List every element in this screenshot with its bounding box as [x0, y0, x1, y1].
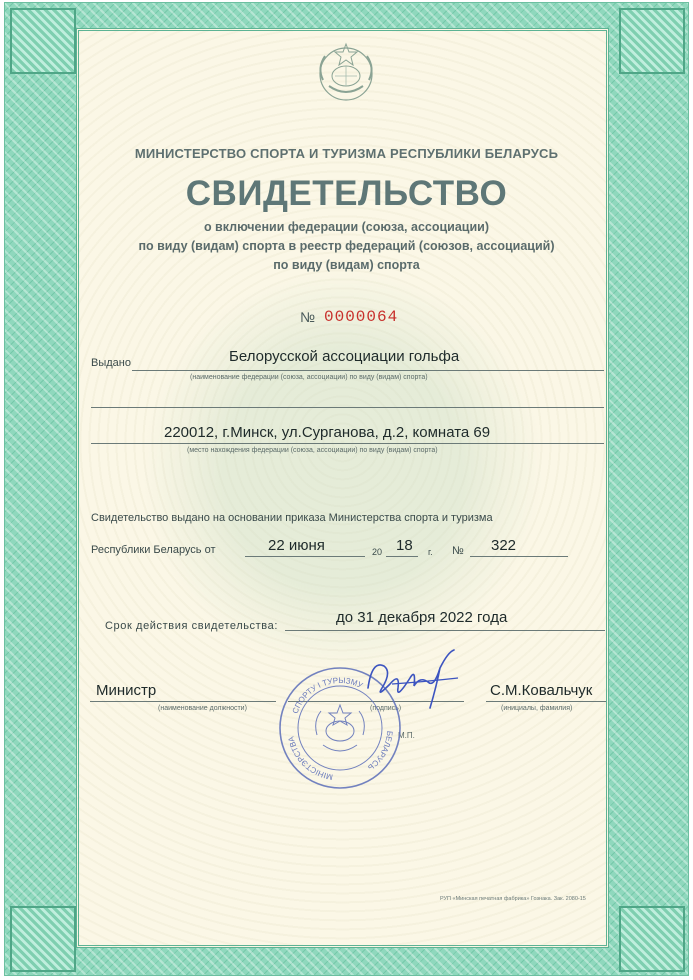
stamp-text-top: СПОРТУ І ТУРЫЗМУ: [290, 675, 365, 715]
subtitle-line-3: по виду (видам) спорта: [273, 258, 420, 272]
corner-ornament-top-left: [10, 8, 76, 74]
validity-line: [285, 630, 605, 631]
position-line: [90, 701, 276, 702]
order-number-line: [470, 556, 568, 557]
basis-line-1: Свидетельство выдано на основании приказа Министерства спорта и туризма: [91, 512, 493, 524]
blank-line: [91, 407, 604, 408]
order-date-line: [245, 556, 365, 557]
order-number-sign: №: [452, 545, 464, 557]
printer-note: РУП «Минская печатная фабрика» Гознака. Зак. 2080-15: [440, 896, 586, 902]
corner-ornament-bottom-right: [619, 906, 685, 972]
year-prefix: 20: [372, 547, 383, 557]
coat-of-arms-icon: [311, 40, 381, 104]
name-line: [486, 701, 606, 702]
handwritten-signature: [362, 648, 472, 712]
position-value: Министр: [96, 682, 157, 699]
stamp-emblem-icon: [316, 705, 365, 751]
corner-ornament-bottom-left: [10, 906, 76, 972]
address-value: 220012, г.Минск, ул.Сурганова, д.2, комната 69: [164, 424, 491, 441]
issued-to-value: Белорусской ассоциации гольфа: [229, 348, 460, 365]
basis-line-2-label: Республики Беларусь от: [91, 544, 216, 556]
address-line: [91, 443, 604, 444]
year-suffix: г.: [428, 547, 433, 557]
name-caption: (инициалы, фамилия): [501, 705, 573, 712]
order-number: 322: [491, 537, 517, 554]
certificate-number-sign: №: [300, 309, 316, 325]
address-caption: (место нахождения федерации (союза, ассоциации) по виду (видам) спорта): [187, 447, 438, 454]
stamp-text-left: МІНІСТЭРСТВА: [286, 735, 334, 782]
signature-caption: (подпись): [370, 705, 402, 712]
position-caption: (наименование должности): [158, 705, 247, 712]
certificate-paper: [76, 28, 609, 948]
order-day-month: 22 июня: [268, 537, 325, 554]
issued-line: [132, 370, 604, 371]
order-year: 18: [396, 537, 413, 554]
issued-label: Выдано: [91, 357, 131, 369]
certificate-number: 0000064: [324, 308, 399, 326]
subtitle-line-1: о включении федерации (союза, ассоциации): [203, 220, 490, 234]
issued-to-caption: (наименование федерации (союза, ассоциации) по виду (видам) спорта): [190, 374, 428, 381]
validity-value: до 31 декабря 2022 года: [336, 609, 508, 626]
corner-ornament-top-right: [619, 8, 685, 74]
validity-label: Срок действия свидетельства:: [105, 620, 278, 632]
subtitle-line-2: по виду (видам) спорта в реестр федераций (союзов, ассоциаций): [138, 239, 555, 253]
svg-text:МІНІСТЭРСТВА: [286, 735, 333, 782]
mp-label: М.П.: [398, 731, 415, 740]
name-value: С.М.Ковальчук: [490, 682, 593, 699]
svg-text:БЕЛАРУСЬ: [366, 730, 394, 772]
order-year-line: [386, 556, 418, 557]
ministry-heading: МИНИСТЕРСТВО СПОРТА И ТУРИЗМА РЕСПУБЛИКИ БЕЛАРУСЬ: [134, 146, 559, 161]
stamp-text-right: БЕЛАРУСЬ: [366, 730, 395, 773]
certificate-title: СВИДЕТЕЛЬСТВО: [185, 174, 508, 213]
